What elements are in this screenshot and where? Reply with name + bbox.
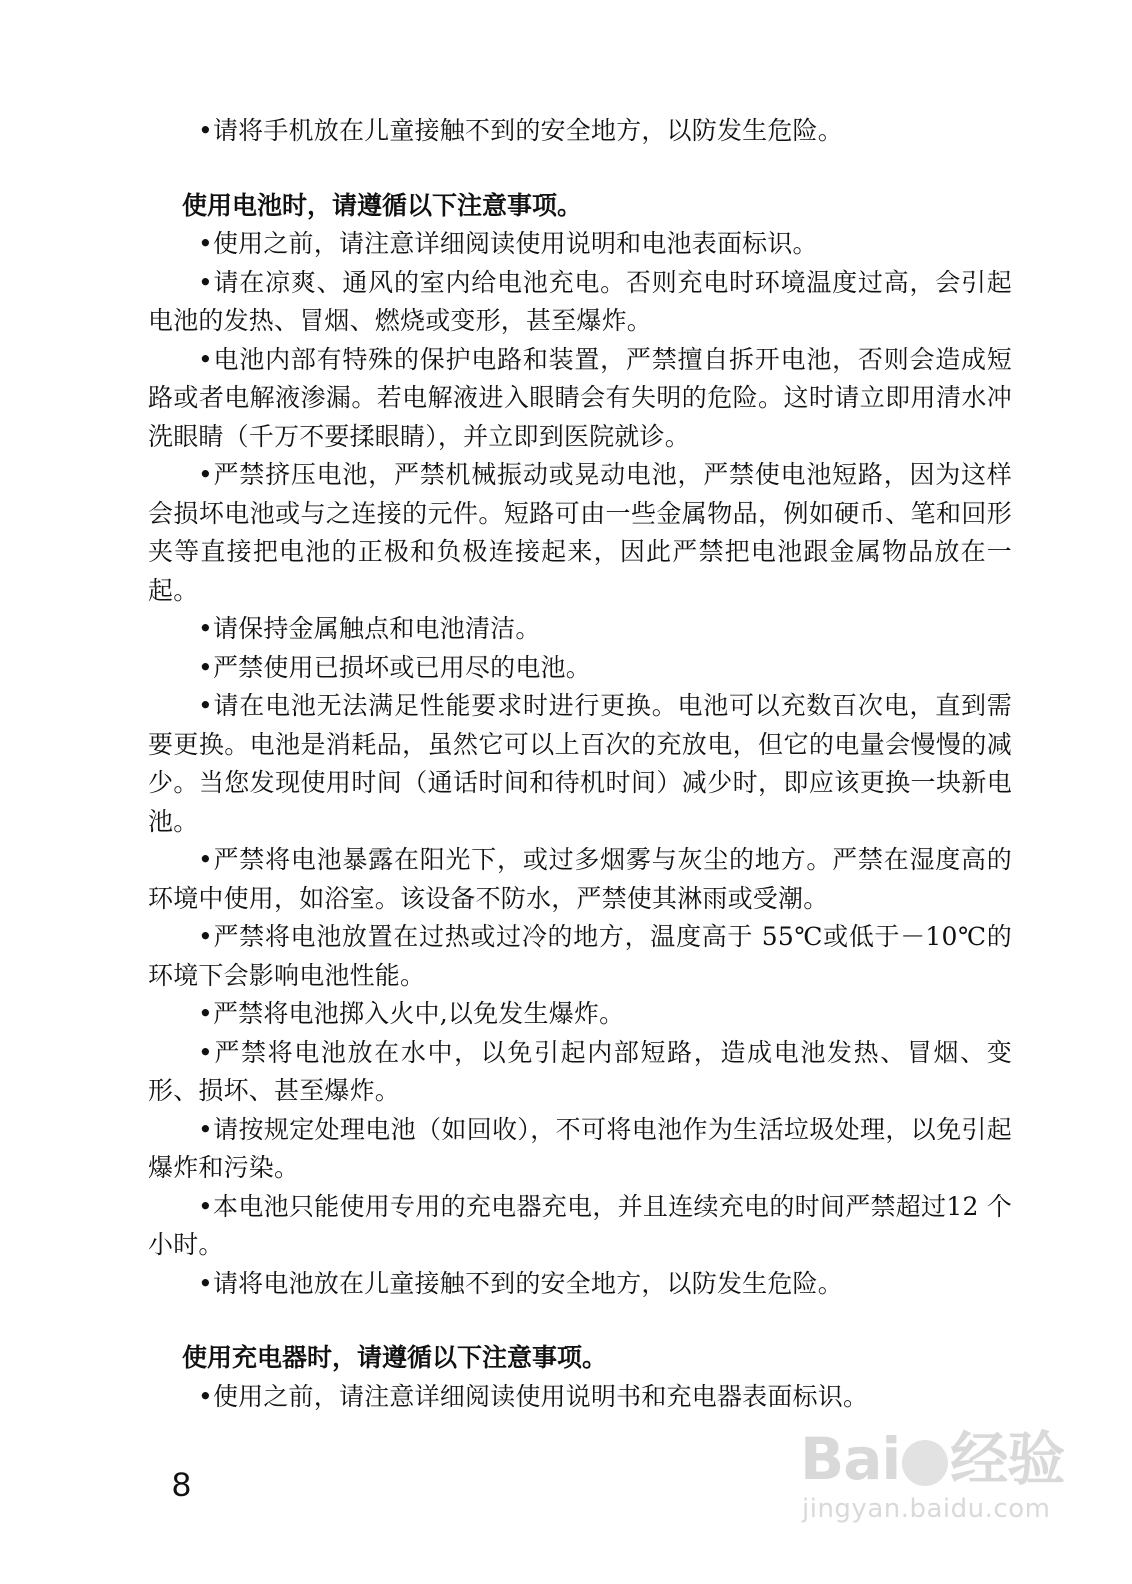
watermark-logo xyxy=(800,1412,1064,1496)
watermark-logo-right: 经验 xyxy=(950,1425,1065,1493)
charger-item: •使用之前，请注意详细阅读使用说明书和充电器表面标识。 xyxy=(198,1381,869,1411)
battery-item: •使用之前，请注意详细阅读使用说明和电池表面标识。 xyxy=(198,229,818,258)
battery-item: •本电池只能使用专用的充电器充电，并且连续充电的时间严禁超过12 个小时。 xyxy=(148,1191,1012,1259)
battery-item: •请保持金属触点和电池清洁。 xyxy=(198,614,541,643)
battery-item: •电池内部有特殊的保护电路和装置，严禁擅自拆开电池，否则会造成短路或者电解液渗漏。若电解液进入眼睛会有失明的危险。这时请立即用清水冲洗眼睛（千万不要揉眼睛），并立即到医院就诊。 xyxy=(148,344,1012,451)
page-number: 8 xyxy=(172,1466,191,1504)
battery-item: •严禁将电池暴露在阳光下，或过多烟雾与灰尘的地方。严禁在湿度高的环境中使用，如浴室。该设备不防水，严禁使其淋雨或受潮。 xyxy=(148,845,1012,913)
battery-item: •请在电池无法满足性能要求时进行更换。电池可以充数百次电，直到需要更换。电池是消耗品，虽然它可以上百次的充放电，但它的电量会慢慢的减少。当您发现使用时间（通话时间和待机时间）减少时，即应该更换一块新电池。 xyxy=(148,691,1012,836)
battery-item: •请将电池放在儿童接触不到的安全地方，以防发生危险。 xyxy=(198,1268,843,1298)
battery-item: •严禁使用已损坏或已用尽的电池。 xyxy=(198,652,591,682)
watermark-url: jingyan.baidu.com xyxy=(802,1494,1051,1524)
battery-item: •请在凉爽、通风的室内给电池充电。否则充电时环境温度过高，会引起电池的发热、冒烟、燃烧或变形，甚至爆炸。 xyxy=(148,267,1012,335)
watermark-logo-left: Bai xyxy=(800,1425,901,1493)
battery-item: •请按规定处理电池（如回收），不可将电池作为生活垃圾处理，以免引起爆炸和污染。 xyxy=(148,1114,1012,1182)
battery-item: •严禁挤压电池，严禁机械振动或晃动电池，严禁使电池短路，因为这样会损坏电池或与之连接的元件。短路可由一些金属物品，例如硬币、笔和回形夹等直接把电池的正极和负极连接起来，因此严禁把电池跟金属物品放在一起。 xyxy=(148,460,1012,605)
charger-section-heading: 使用充电器时，请遵循以下注意事项。 xyxy=(182,1343,608,1372)
battery-item: •严禁将电池放在水中，以免引起内部短路，造成电池发热、冒烟、变形、损坏、甚至爆炸。 xyxy=(148,1037,1012,1105)
battery-item: •严禁将电池掷入火中,以免发生爆炸。 xyxy=(198,999,625,1028)
battery-section-heading: 使用电池时，请遵循以下注意事项。 xyxy=(182,190,583,220)
battery-item: •严禁将电池放置在过热或过冷的地方，温度高于 55℃或低于－10℃的环境下会影响电池性能。 xyxy=(148,922,1012,990)
page-content xyxy=(148,112,1012,1416)
paw-icon xyxy=(902,1440,948,1486)
intro-safety-line: •请将手机放在儿童接触不到的安全地方，以防发生危险。 xyxy=(198,116,843,145)
baidu-jingyan-watermark xyxy=(800,1398,1065,1548)
